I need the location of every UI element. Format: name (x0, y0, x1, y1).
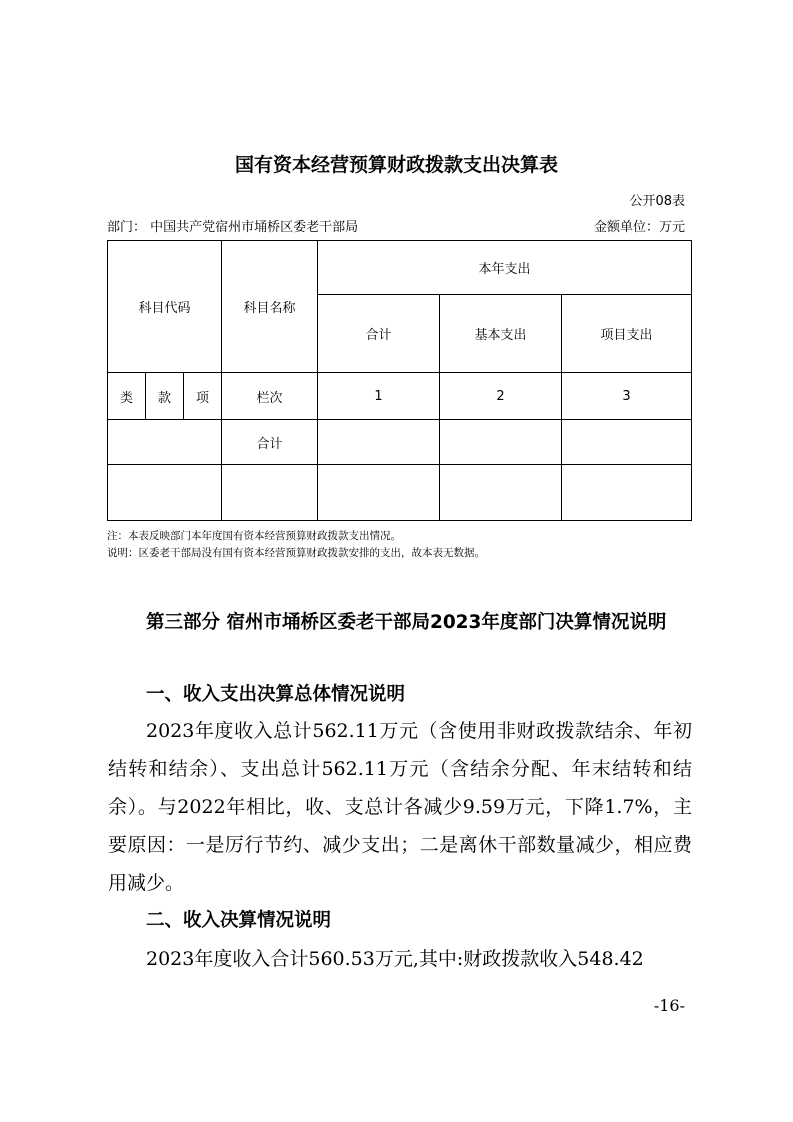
table-row-index (108, 373, 692, 420)
cell-empty (562, 420, 692, 465)
note-line-2: 说明：区委老干部局没有国有资本经营预算财政拨款安排的支出，故本表无数据。 (107, 547, 485, 559)
table-row-total (108, 420, 692, 465)
cell-empty (318, 465, 440, 521)
header-basic: 基本支出 (440, 295, 562, 373)
cell-num-3: 3 (562, 373, 692, 420)
header-project: 项目支出 (562, 295, 692, 373)
cell-lei: 类 (108, 373, 146, 420)
cell-empty (318, 420, 440, 465)
paragraph-1: 2023年度收入总计562.11万元（含使用非财政拨款结余、年初结转和结余）、支出总计562.11万元（含结余分配、年末结转和结余）。与2022年相比，收、支总计各减少9.59万元，下降1.7%，主要原因：一是厉行节约、减少支出；二是离休干部数量减少，相应费用减少。 (108, 720, 692, 894)
note-line-1: 注：本表反映部门本年度国有资本经营预算财政拨款支出情况。 (107, 530, 401, 542)
form-number: 公开08表 (629, 194, 685, 209)
header-subject-name: 科目名称 (222, 241, 318, 373)
department-label: 部门： 中国共产党宿州市埇桥区委老干部局 (107, 220, 359, 235)
cell-empty (108, 420, 222, 465)
header-current-year: 本年支出 (318, 241, 692, 295)
cell-empty (222, 465, 318, 521)
cell-lanci: 栏次 (222, 373, 318, 420)
table-header-row-1 (108, 241, 692, 295)
cell-num-2: 2 (440, 373, 562, 420)
table-notes (107, 528, 485, 562)
section-heading-2: 二、收入决算情况说明 (146, 910, 332, 931)
cell-empty (562, 465, 692, 521)
cell-kuan: 款 (146, 373, 184, 420)
section-heading-1: 一、收入支出决算总体情况说明 (146, 684, 406, 705)
part-heading: 第三部分 宿州市埇桥区委老干部局2023年度部门决算情况说明 (146, 612, 667, 633)
expenditure-table (107, 240, 692, 521)
header-subject-code: 科目代码 (108, 241, 222, 373)
cell-xiang: 项 (184, 373, 222, 420)
table-row-blank (108, 465, 692, 521)
table-title: 国有资本经营预算财政拨款支出决算表 (234, 154, 558, 176)
cell-empty (440, 465, 562, 521)
paragraph-2: 2023年度收入合计560.53万元,其中:财政拨款收入548.42 (146, 948, 644, 970)
cell-num-1: 1 (318, 373, 440, 420)
amount-unit: 金额单位：万元 (593, 220, 685, 235)
page-number: -16- (653, 996, 685, 1015)
cell-empty (440, 420, 562, 465)
cell-empty (108, 465, 222, 521)
cell-total-label: 合计 (222, 420, 318, 465)
header-total: 合计 (318, 295, 440, 373)
